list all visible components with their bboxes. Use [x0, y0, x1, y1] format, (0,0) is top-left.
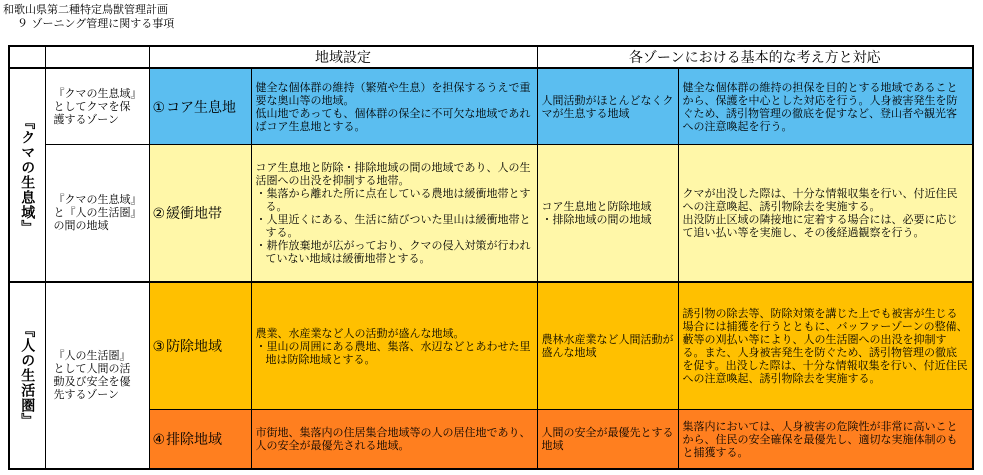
definition-line: 農業、水産業など人の活動が盛んな地域。 — [255, 326, 465, 340]
definition-bullets — [256, 187, 533, 265]
zoning-table — [8, 45, 974, 470]
definition-bullet: ・ 人里近くにある、生活に結びついた里山は緩衝地帯とする。 — [256, 213, 533, 239]
zone-name-removal — [149, 410, 251, 469]
category-label: 『クマの生息域』 — [19, 115, 36, 236]
column-header-policy: 各ゾーンにおける基本的な考え方と対応 — [537, 46, 973, 68]
zone-number: ① — [152, 99, 166, 116]
definition-bullet: ・ 里山の周囲にある農地、集落、水辺などとあわせた里地は防除地域とする。 — [256, 340, 533, 366]
zone-definition — [251, 144, 537, 282]
zone-definition — [251, 410, 537, 469]
zone-name-label: 排除地域 — [166, 432, 223, 449]
definition-bullet: ・ 耕作放棄地が広がっており、クマの侵入対策が行われていない地域は緩衝地帯とする。 — [256, 239, 533, 265]
zone-basic-idea: 人間の安全が最優先とする地域 — [537, 410, 678, 469]
document-title: 和歌山県第二種特定鳥獣管理計画 — [3, 3, 168, 16]
zone-number: ③ — [152, 339, 166, 356]
zone-name-prevention — [149, 282, 251, 410]
zone-response: クマが出没した際は、十分な情報収集を行い、付近住民への注意喚起、誘引物除去を実施する。 出没防止区域の隣接地に定着する場合には、必要に応じて追い払い等を実施し、その後経過観察を行う。 — [678, 144, 973, 282]
definition-bullets — [256, 340, 533, 366]
definition-bullet: ・ 集落から離れた所に点在している農地は緩衝地帯とする。 — [256, 187, 533, 213]
zone-row-core — [9, 68, 973, 144]
zone-definition — [251, 282, 537, 410]
column-header-setting: 地域設定 — [149, 46, 537, 68]
zone-name-label: 防除地域 — [166, 339, 223, 356]
zone-row-buffer — [9, 144, 973, 282]
section-title: ９ ゾーニング管理に関する事項 — [17, 17, 175, 30]
category-bear-habitat — [9, 68, 45, 282]
category-label: 『人の生活圏』 — [19, 322, 36, 428]
zone-description: 『クマの生息域』としてクマを保護するゾーン — [45, 68, 149, 144]
zone-response: 健全な個体群の維持の担保を目的とする地域であることから、保護を中心とした対応を行う。人身被害発生を防ぐため、誘引物管理の徹底を促すなど、登山者や観光客への注意喚起を行う。 — [678, 68, 973, 144]
zone-response: 誘引物の除去等、防除対策を講じた上でも被害が生じる場合には捕獲を行うとともに、バッファーゾーンの整備、藪等の刈払い等により、人の生活圏への出没を抑制する。また、人身被害発生を防ぐため、誘引物管理の徹底を促す。出没した際は、十分な情報収集を行い、付近住民への注意喚起、誘引物除去を実施する。 — [678, 282, 973, 410]
zone-name-core — [149, 68, 251, 144]
definition-line: 低山地であっても、個体群の保全に不可欠な地域であればコア生息地とする。 — [255, 106, 531, 133]
column-header-row — [9, 46, 973, 68]
zone-name-buffer — [149, 144, 251, 282]
zone-response: 集落内においては、人身被害の危険性が非常に高いことから、住民の安全確保を最優先し、適切な実施体制のもと捕獲する。 — [678, 410, 973, 469]
zone-number: ② — [152, 205, 166, 222]
zone-number: ④ — [152, 432, 166, 449]
zone-name-label: コア生息地 — [166, 99, 237, 116]
definition-line: コア生息地と防除・排除地域の間の地域であり、人の生活圏への出没を抑制する地帯。 — [255, 160, 531, 187]
zone-description: 『クマの生息域』と『人の生活圏』の間の地域 — [45, 144, 149, 282]
zone-basic-idea: コア生息地と防除地域 ・排除地域の間の地域 — [537, 144, 678, 282]
zone-basic-idea: 人間活動がほとんどなくクマが生息する地域 — [537, 68, 678, 144]
zone-basic-idea: 農林水産業など人間活動が盛んな地域 — [537, 282, 678, 410]
zone-name-label: 緩衝地帯 — [166, 205, 223, 222]
zone-definition — [251, 68, 537, 144]
zone-row-prevention — [9, 282, 973, 410]
category-human-living — [9, 282, 45, 469]
definition-line: 市街地、集落内の住居集合地域等の人の居住地であり、人の安全が最優先される地域。 — [255, 426, 531, 453]
definition-line: 健全な個体群の維持（繁殖や生息）を担保するうえで重要な奥山等の地域。 — [255, 80, 531, 107]
zone-row-removal — [9, 410, 973, 469]
zone-description: 『人の生活圏』として人間の活動及び安全を優先するゾーン — [45, 282, 149, 469]
